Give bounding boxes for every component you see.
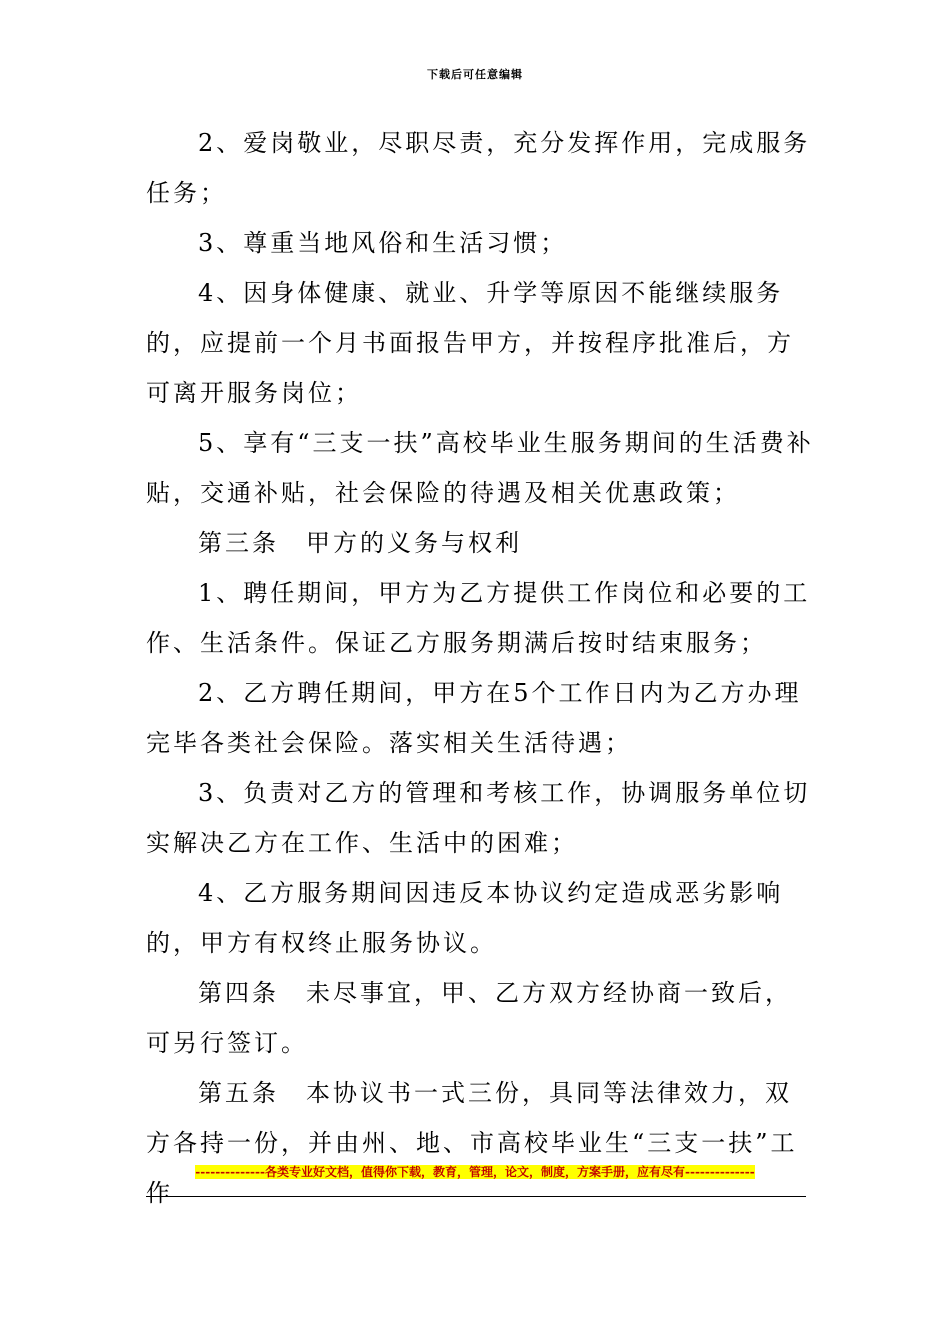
section-heading: 第三条 甲方的义务与权利 [198,529,522,557]
footer-banner [180,1164,770,1180]
footer-divider [146,1196,806,1197]
paragraph: 2、乙方聘任期间，甲方在5个工作日内为乙方办理完毕各类社会保险。落实相关生活待遇； [146,679,802,757]
footer-banner-text: --------------各类专业好文档，值得你下载，教育，管理，论文，制度，方案手册，应有尽有-------------- [195,1165,755,1179]
paragraph: 5、享有“三支一扶”高校毕业生服务期间的生活费补贴，交通补贴，社会保险的待遇及相关优惠政策； [146,429,814,507]
paragraph: 3、负责对乙方的管理和考核工作，协调服务单位切实解决乙方在工作、生活中的困难； [146,779,811,857]
paragraph: 3、尊重当地风俗和生活习惯； [198,229,568,257]
section-article: 第五条 本协议书一式三份，具同等法律效力，双方各持一份，并由州、地、市高校毕业生“三支一扶”工作 [146,1079,798,1207]
document-body [146,118,816,1218]
paragraph: 4、乙方服务期间因违反本协议约定造成恶劣影响的，甲方有权终止服务协议。 [146,879,784,957]
section-article: 第四条 未尽事宜，甲、乙方双方经协商一致后，可另行签订。 [146,979,792,1057]
paragraph: 2、爱岗敬业，尽职尽责，充分发挥作用，完成服务任务； [146,129,811,207]
paragraph: 1、聘任期间，甲方为乙方提供工作岗位和必要的工作、生活条件。保证乙方服务期满后按时结束服务； [146,579,811,657]
paragraph: 4、因身体健康、就业、升学等原因不能继续服务的，应提前一个月书面报告甲方，并按程序批准后，方可离开服务岗位； [146,279,794,407]
page-header-note: 下载后可任意编辑 [427,68,523,81]
